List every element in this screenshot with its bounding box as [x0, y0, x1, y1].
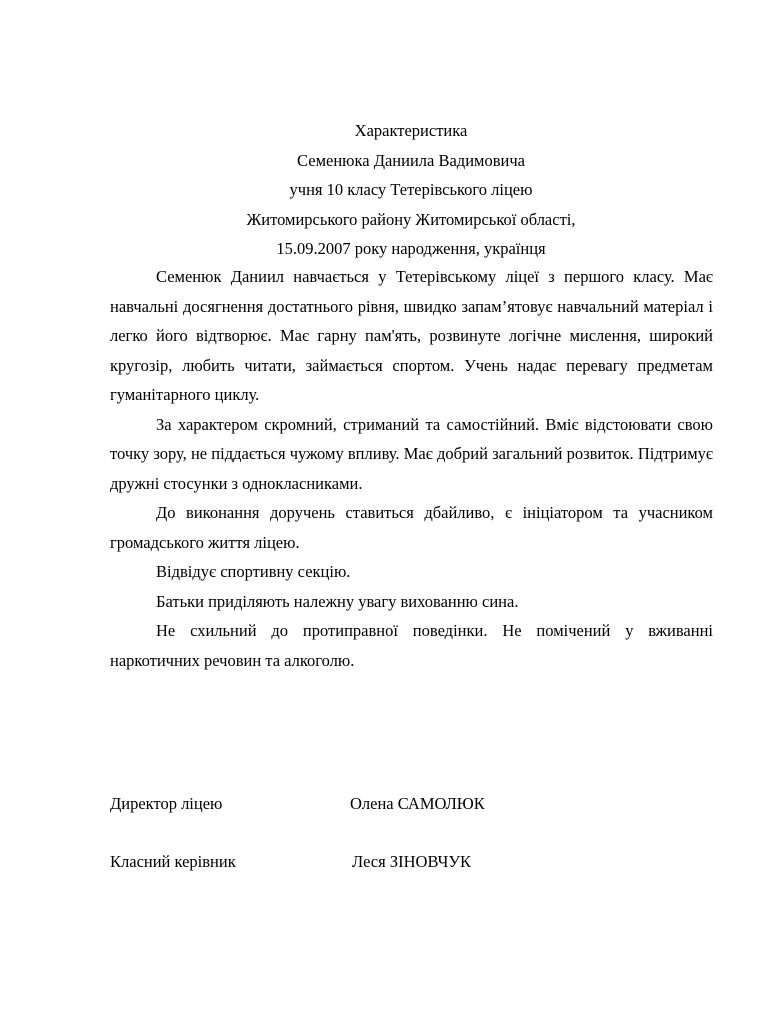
paragraph: Відвідує спортивну секцію.	[156, 562, 351, 581]
paragraph: За характером скромний, стриманий та самостійний. Вміє відстоювати свою точку зору, не піддається чужому впливу. Має добрий загальний розвиток. Підтримує дружні стосунки з однокласниками.	[110, 414, 713, 493]
signature-name: Леся ЗІНОВЧУК	[352, 852, 472, 871]
signature-role: Директор ліцею	[110, 794, 223, 813]
paragraph: Не схильний до протиправної поведінки. Не помічений у вживанні наркотичних речовин та алкоголю.	[110, 621, 713, 670]
paragraph: Батьки приділяють належну увагу вихованню сина.	[156, 591, 519, 611]
student-class: учня 10 класу Тетерівського ліцею	[289, 180, 533, 199]
signature-role: Класний керівник	[110, 852, 236, 871]
birth-info: 15.09.2007 року народження, українця	[276, 239, 546, 258]
document-body	[110, 262, 713, 675]
paragraph: До виконання доручень ставиться дбайливо, є ініціатором та учасником громадського життя ліцею.	[110, 503, 713, 552]
signature-name: Олена САМОЛЮК	[350, 794, 485, 813]
student-name: Семенюка Даниила Вадимовича	[297, 150, 525, 170]
school-district: Житомирського району Житомирської області,	[246, 209, 576, 229]
document-title: Характеристика	[354, 121, 468, 140]
paragraph: Семенюк Даниил навчається у Тетерівському ліцеї з першого класу. Має навчальні досягнення достатнього рівня, швидко запам’ятовує навчальний матеріал і легко його відтворює. Має гарну пам'ять, розвинуте логічне мислення, широкий кругозір, любить читати, займається спортом. Учень надає перевагу предметам гуманітарного циклу.	[110, 267, 713, 404]
document-header	[0, 116, 768, 264]
